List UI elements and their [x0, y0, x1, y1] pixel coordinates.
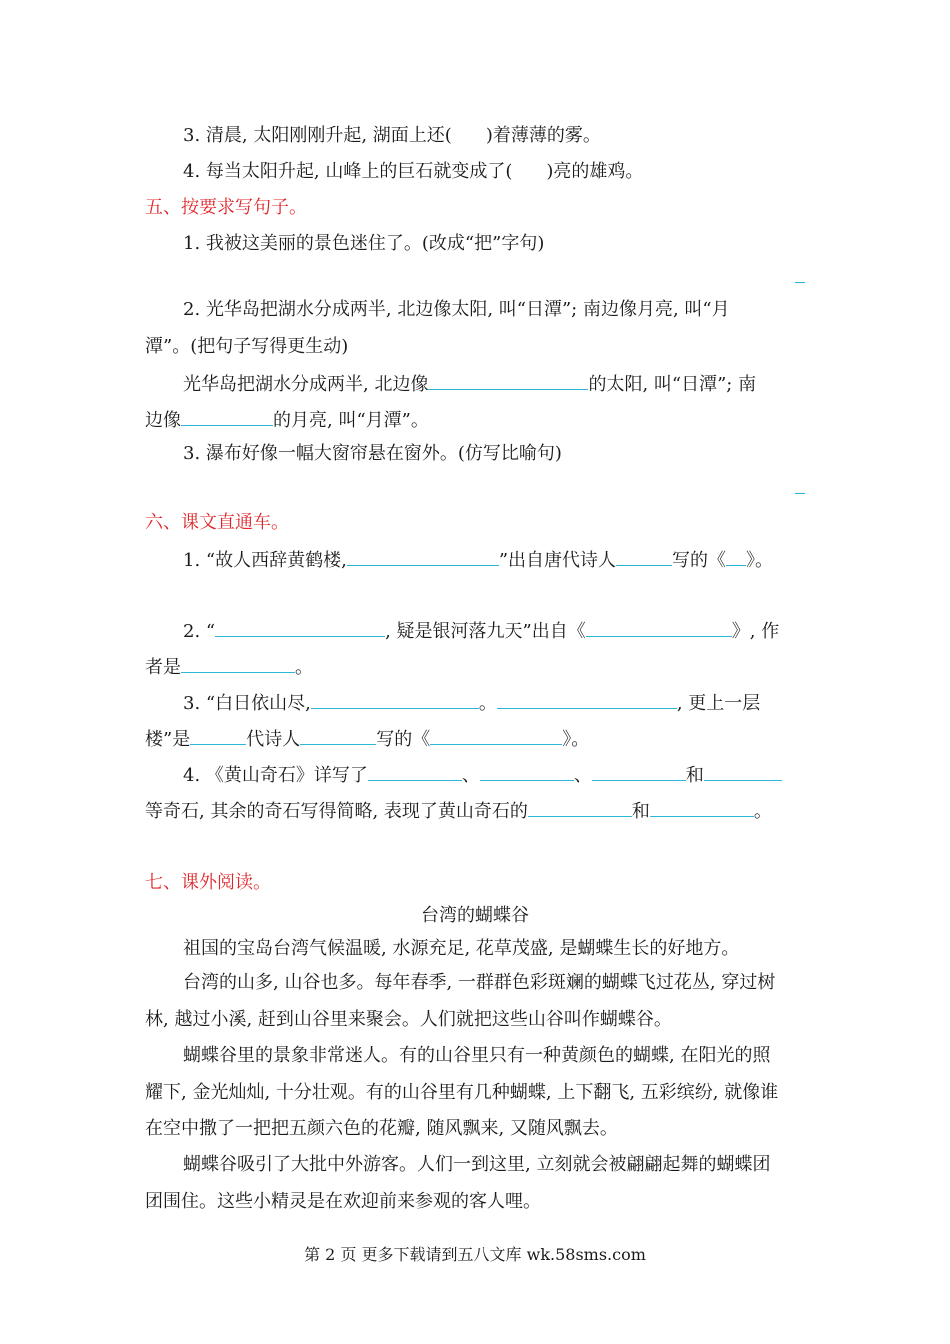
- reading-paragraph-line: 台湾的山多, 山谷也多。每年春季, 一群群色彩斑斓的蝴蝶飞过花丛, 穿过树: [183, 972, 776, 993]
- reading-paragraph-line: 林, 越过小溪, 赶到山谷里来聚会。人们就把这些山谷叫作蝴蝶谷。: [145, 1009, 672, 1030]
- answer-blank[interactable]: [704, 762, 782, 781]
- reading-paragraph-line: 耀下, 金光灿灿, 十分壮观。有的山谷里有几种蝴蝶, 上下翻飞, 五彩缤纷, 就像谁: [145, 1082, 779, 1103]
- reading-paragraph-line: 蝴蝶谷里的景象非常迷人。有的山谷里只有一种黄颜色的蝴蝶, 在阳光的照: [183, 1045, 771, 1066]
- question-6-3-line2: 楼”是 代诗人 写的《 》。: [145, 726, 589, 752]
- question-4-3: 3. 清晨, 太阳刚刚升起, 湖面上还( )着薄薄的雾。: [183, 125, 601, 146]
- answer-blank[interactable]: [586, 618, 732, 637]
- question-5-2-line2: 潭”。(把句子写得更生动): [145, 336, 349, 357]
- reading-paragraph-line: 祖国的宝岛台湾气候温暖, 水源充足, 花草茂盛, 是蝴蝶生长的好地方。: [183, 938, 740, 959]
- section-5-heading: 五、按要求写句子。: [145, 197, 307, 218]
- answer-blank[interactable]: [650, 798, 754, 817]
- answer-blank[interactable]: [592, 762, 686, 781]
- answer-blank[interactable]: [428, 371, 588, 390]
- answer-blank[interactable]: [616, 547, 672, 566]
- question-5-2-fill-line1: 光华岛把湖水分成两半, 北边像 的太阳, 叫“日潭”; 南: [183, 371, 756, 397]
- question-5-2-line1: 2. 光华岛把湖水分成两半, 北边像太阳, 叫“日潭”; 南边像月亮, 叫“月: [183, 299, 730, 320]
- answer-blank[interactable]: [480, 762, 574, 781]
- question-6-2-line1: 2. “ , 疑是银河落九天”出自《 》, 作: [183, 618, 779, 644]
- question-6-3-line1: 3. “白日依山尽, 。 , 更上一层: [183, 690, 760, 716]
- answer-blank[interactable]: [181, 654, 295, 673]
- question-5-1: 1. 我被这美丽的景色迷住了。(改成“把”字句): [183, 233, 545, 254]
- answer-line[interactable]: [795, 493, 805, 494]
- answer-line[interactable]: [795, 282, 805, 283]
- question-6-4-line2: 等奇石, 其余的奇石写得简略, 表现了黄山奇石的 和 。: [145, 798, 772, 824]
- question-6-1: 1. “故人西辞黄鹤楼, ”出自唐代诗人 写的《 》。: [183, 547, 773, 573]
- answer-blank[interactable]: [311, 690, 479, 709]
- question-5-3: 3. 瀑布好像一幅大窗帘悬在窗外。(仿写比喻句): [183, 443, 562, 464]
- reading-paragraph-line: 蝴蝶谷吸引了大批中外游客。人们一到这里, 立刻就会被翩翩起舞的蝴蝶团: [183, 1154, 771, 1175]
- reading-paragraph-line: 在空中撒了一把把五颜六色的花瓣, 随风飘来, 又随风飘去。: [145, 1118, 618, 1139]
- question-5-2-fill-line2: 边像 的月亮, 叫“月潭”。: [145, 407, 429, 433]
- answer-blank[interactable]: [528, 798, 632, 817]
- answer-blank[interactable]: [430, 726, 562, 745]
- section-6-heading: 六、课文直通车。: [145, 512, 289, 533]
- answer-blank[interactable]: [300, 726, 376, 745]
- question-6-4-line1: 4. 《黄山奇石》详写了 、 、 和: [183, 762, 782, 788]
- reading-paragraph-line: 团围住。这些小精灵是在欢迎前来参观的客人哩。: [145, 1191, 541, 1212]
- answer-blank[interactable]: [215, 618, 385, 637]
- question-6-2-line2: 者是 。: [145, 654, 313, 680]
- answer-blank[interactable]: [181, 407, 273, 426]
- answer-blank[interactable]: [368, 762, 462, 781]
- answer-blank[interactable]: [190, 726, 246, 745]
- reading-title: 台湾的蝴蝶谷: [421, 905, 529, 926]
- answer-blank[interactable]: [726, 547, 746, 566]
- section-7-heading: 七、课外阅读。: [145, 872, 271, 893]
- question-4-4: 4. 每当太阳升起, 山峰上的巨石就变成了( )亮的雄鸡。: [183, 161, 644, 182]
- page-footer: 第 2 页 更多下载请到五八文库 wk.58sms.com: [304, 1245, 646, 1264]
- answer-blank[interactable]: [347, 547, 499, 566]
- answer-blank[interactable]: [497, 690, 677, 709]
